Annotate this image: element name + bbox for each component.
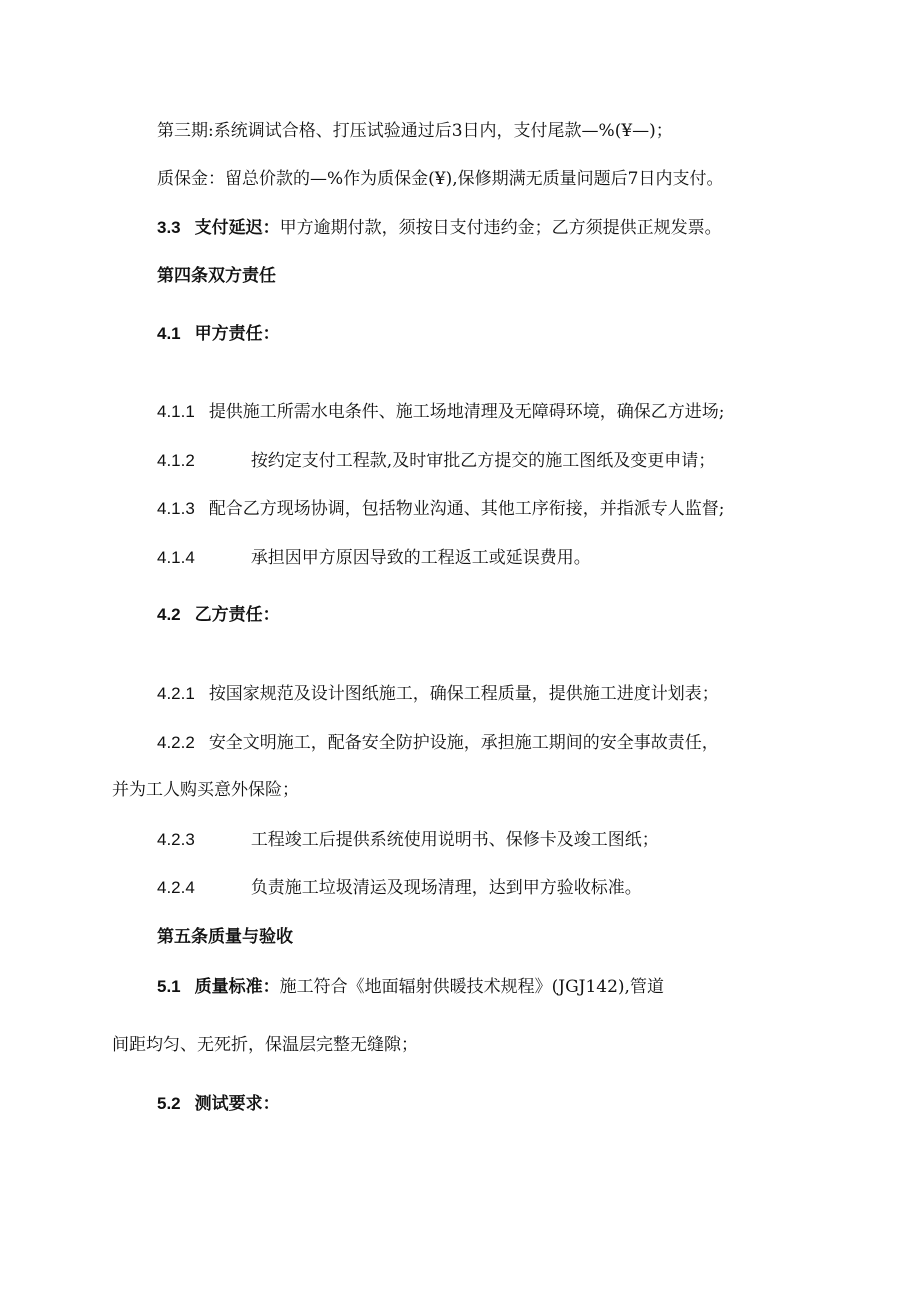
item-text: 工程竣工后提供系统使用说明书、保修卡及竣工图纸； [250,830,659,850]
payment-stage-3: 第三期:系统调试合格、打压试验通过后3日内，支付尾款—%(¥—)； [157,121,673,141]
item-text: 安全文明施工，配备安全防护设施，承担施工期间的安全事故责任， [208,733,719,753]
clause-5-2 [157,1095,280,1113]
list-item [157,685,719,703]
item-number: 4.2.2 [157,733,195,752]
list-item [157,452,715,470]
item-text: 提供施工所需水电条件、施工场地清理及无障碍环境，确保乙方进场; [208,402,725,422]
retention-money-clause: 质保金：留总价款的—%作为质保金(¥),保修期满无质量问题后7日内支付。 [157,169,724,189]
clause-number: 4.1 [157,324,181,343]
list-item [157,734,719,752]
clause-heading: 测试要求： [194,1094,280,1114]
clause-number: 5.1 [157,977,181,996]
list-item [157,403,725,421]
item-number: 4.1.4 [157,548,195,567]
item-text: 负责施工垃圾清运及现场清理，达到甲方验收标准。 [250,878,642,898]
clause-5-1-continuation: 间距均匀、无死折，保温层完整无缝隙； [112,1035,418,1055]
item-number: 4.1.3 [157,499,195,518]
clause-4-1 [157,325,280,343]
list-item [157,879,642,897]
item-number: 4.1.2 [157,451,195,470]
list-item [157,549,591,567]
item-number: 4.1.1 [157,402,195,421]
clause-number: 3.3 [157,218,181,237]
clause-number: 5.2 [157,1094,181,1113]
clause-4-2 [157,606,280,624]
clause-heading: 质量标准： [194,977,280,997]
item-text: 按国家规范及设计图纸施工，确保工程质量，提供施工进度计划表； [208,684,719,704]
article-4-title: 第四条双方责任 [157,266,276,286]
item-number: 4.2.3 [157,830,195,849]
list-item [157,831,659,849]
clause-text: 施工符合《地面辐射供暖技术规程》(JGJ142),管道 [279,977,664,997]
item-number: 4.2.4 [157,878,195,897]
item-text: 承担因甲方原因导致的工程返工或延误费用。 [250,548,591,568]
item-text: 配合乙方现场协调，包括物业沟通、其他工序衔接，并指派专人监督; [208,499,725,519]
item-text: 按约定支付工程款,及时审批乙方提交的施工图纸及变更申请； [250,451,716,471]
article-5-title: 第五条质量与验收 [157,927,293,947]
clause-3-3 [157,219,722,237]
clause-5-1 [157,978,664,996]
clause-heading: 乙方责任： [194,605,280,625]
item-number: 4.2.1 [157,684,195,703]
clause-number: 4.2 [157,605,181,624]
clause-text: 甲方逾期付款，须按日支付违约金；乙方须提供正规发票。 [279,218,722,238]
clause-heading: 支付延迟： [194,218,280,238]
list-item-continuation: 并为工人购买意外保险； [112,780,299,800]
clause-heading: 甲方责任： [194,324,280,344]
list-item [157,500,725,518]
